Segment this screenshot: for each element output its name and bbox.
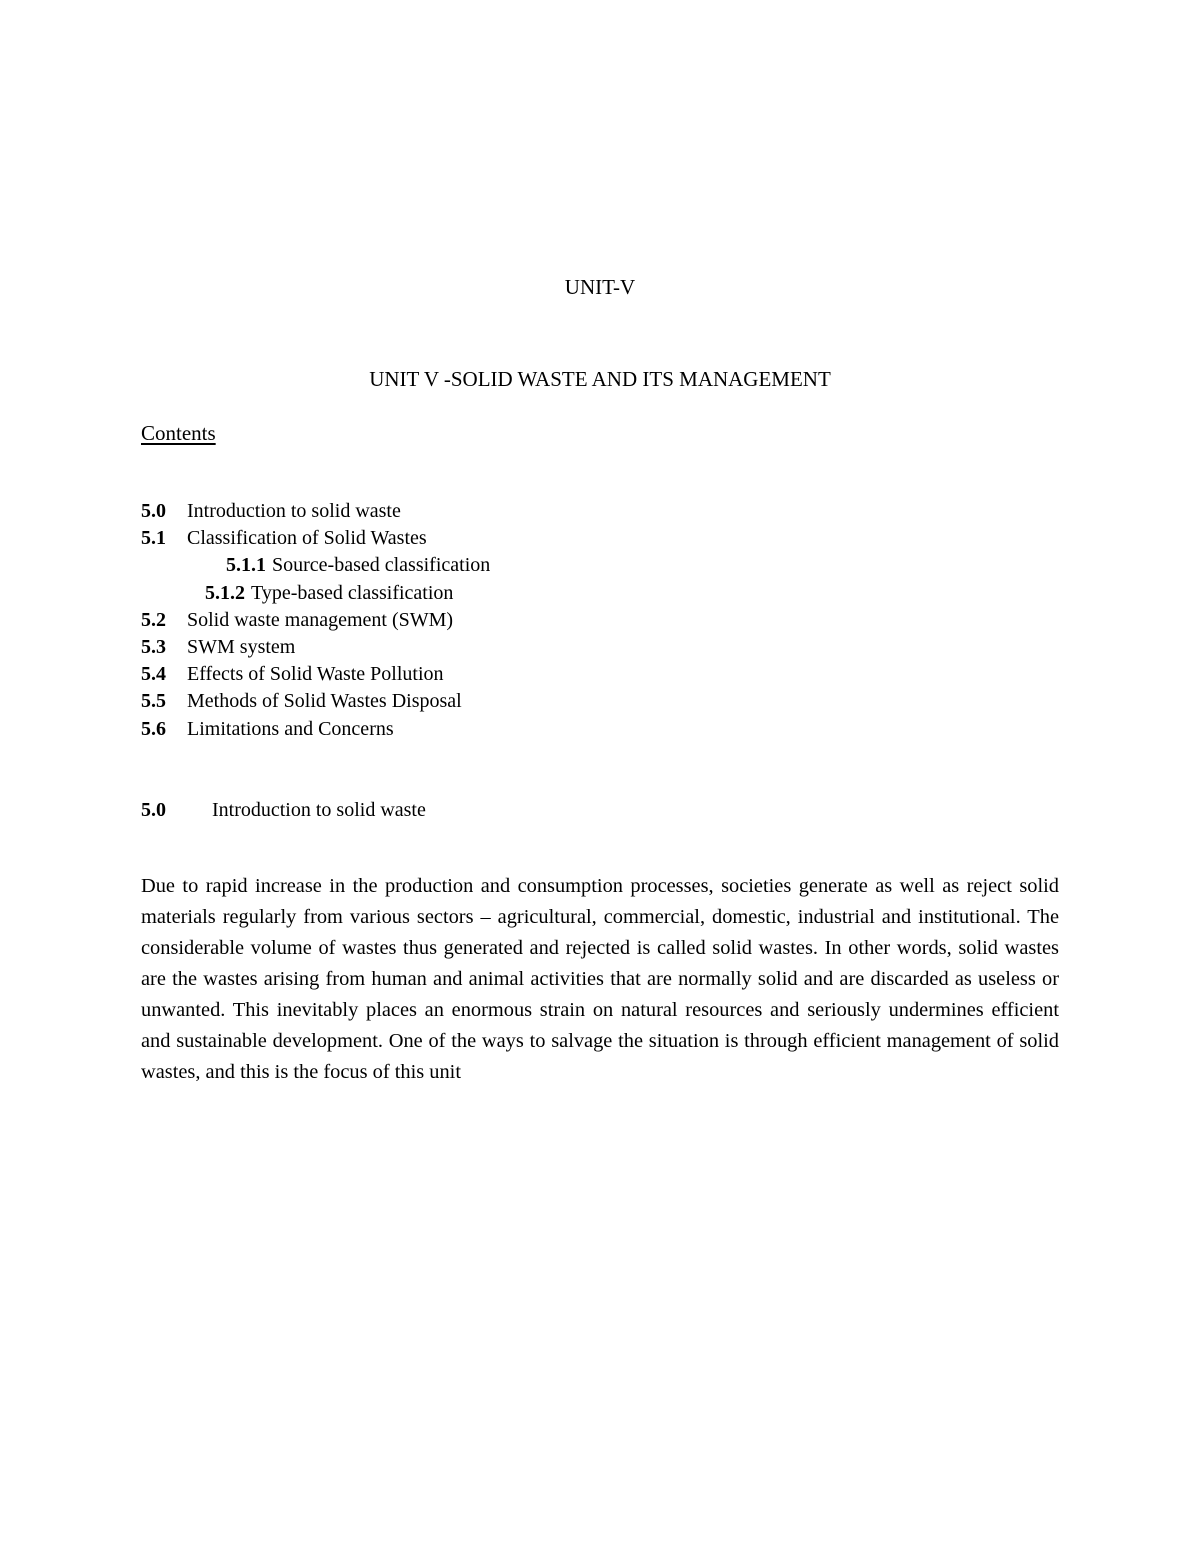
toc-item bbox=[141, 525, 490, 552]
toc-item-title: Methods of Solid Wastes Disposal bbox=[187, 690, 462, 713]
toc-item bbox=[141, 716, 490, 743]
toc-item bbox=[141, 498, 490, 525]
section-title: Introduction to solid waste bbox=[212, 799, 426, 821]
toc-subitem bbox=[141, 580, 490, 607]
toc-item-number: 5.3 bbox=[141, 635, 166, 658]
toc-subitem bbox=[141, 552, 490, 579]
unit-title: UNIT V -SOLID WASTE AND ITS MANAGEMENT bbox=[369, 367, 831, 391]
toc-item-number: 5.0 bbox=[141, 500, 166, 522]
unit-label: UNIT-V bbox=[564, 275, 636, 299]
toc-item-number: 5.2 bbox=[141, 608, 166, 631]
toc-item-title: Classification of Solid Wastes bbox=[187, 527, 427, 550]
toc-item bbox=[141, 661, 490, 688]
toc-item-number: 5.1.1 bbox=[226, 554, 266, 577]
table-of-contents bbox=[141, 498, 490, 743]
toc-item-number: 5.1 bbox=[141, 527, 166, 550]
toc-item-title: Introduction to solid waste bbox=[187, 500, 401, 522]
toc-item-title: Solid waste management (SWM) bbox=[187, 608, 454, 631]
toc-item-number: 5.4 bbox=[141, 663, 166, 686]
toc-item-number: 5.1.2 bbox=[205, 581, 245, 604]
toc-item-number: 5.5 bbox=[141, 690, 166, 713]
toc-item-title: SWM system bbox=[187, 635, 296, 658]
contents-heading: Contents bbox=[141, 421, 216, 445]
toc-item bbox=[141, 688, 490, 715]
toc-item-title: Limitations and Concerns bbox=[187, 717, 394, 740]
toc-item bbox=[141, 607, 490, 634]
section-number: 5.0 bbox=[141, 799, 166, 821]
toc-item-title: Effects of Solid Waste Pollution bbox=[187, 663, 444, 686]
section-heading bbox=[141, 796, 426, 824]
intro-paragraph: Due to rapid increase in the production and consumption processes, societies generate as well as reject solid materials regularly from various sectors – agricultural, commercial, domestic, industrial and institutional. The considerable volume of wastes thus generated and rejected is called solid wastes. In other words, solid wastes are the wastes arising from human and animal activities that are normally solid and are discarded as useless or unwanted. This inevitably places an enormous strain on natural resources and seriously undermines efficient and sustainable development. One of the ways to salvage the situation is through efficient management of solid wastes, and this is the focus of this unit bbox=[141, 875, 1059, 1083]
toc-item-title: Type-based classification bbox=[251, 581, 454, 604]
toc-item bbox=[141, 634, 490, 661]
toc-item-number: 5.6 bbox=[141, 717, 166, 740]
toc-item-title: Source-based classification bbox=[272, 554, 491, 577]
